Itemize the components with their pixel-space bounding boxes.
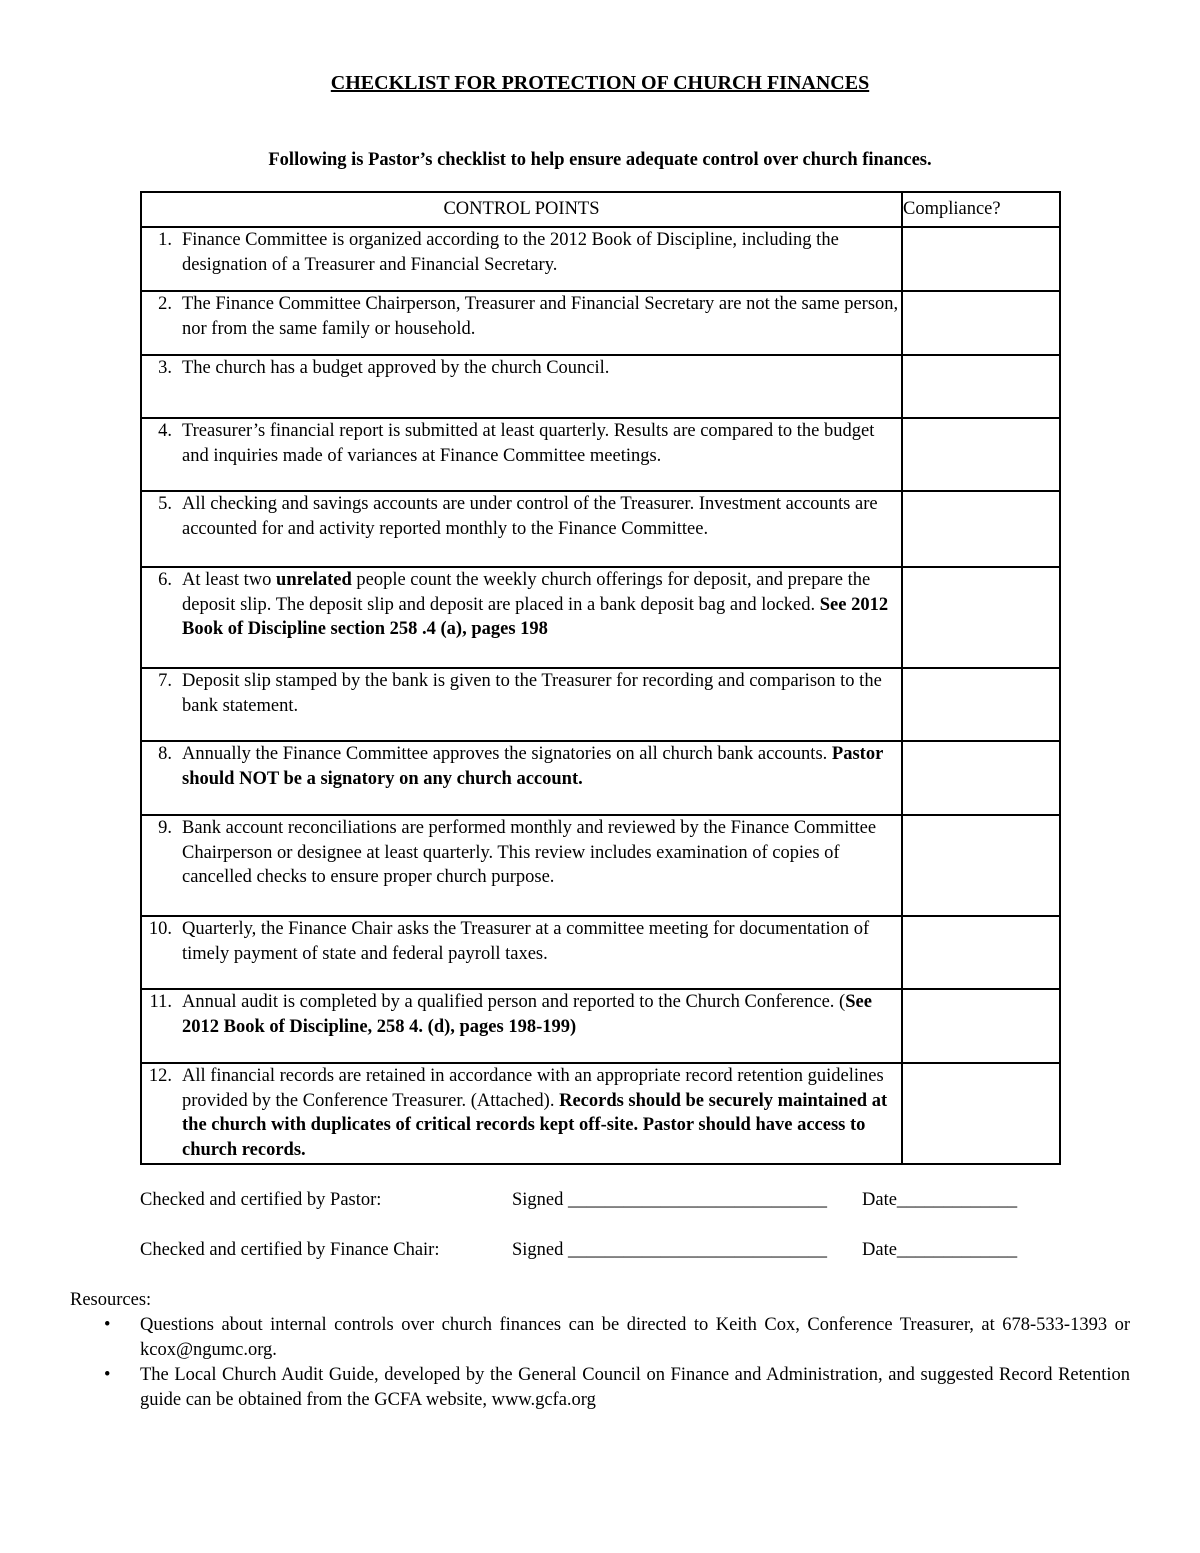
compliance-cell[interactable] [902, 227, 1060, 291]
text-segment: At least two [182, 570, 277, 590]
control-point-text [182, 492, 901, 541]
control-point-cell [141, 989, 902, 1063]
control-point-text [182, 292, 901, 341]
control-point-cell [141, 291, 902, 355]
table-row [141, 227, 1060, 291]
table-row [141, 418, 1060, 491]
control-point-text [182, 990, 901, 1039]
control-point-text [182, 419, 901, 468]
control-point-cell [141, 668, 902, 741]
bold-text: unrelated [276, 570, 352, 590]
control-point-number: 6. [158, 570, 172, 590]
table-row [141, 355, 1060, 418]
checklist-table [140, 191, 1061, 1165]
resources-list [70, 1313, 1130, 1413]
page-subtitle: Following is Pastor’s checklist to help ensure adequate control over church finances. [268, 150, 932, 170]
control-point-text [182, 568, 901, 642]
control-point-cell [141, 916, 902, 989]
control-point-text [182, 228, 901, 277]
compliance-header: Compliance? [902, 192, 1060, 227]
text-segment: The Finance Committee Chairperson, Treasurer and Financial Secretary are not the same person, nor from the same family or household. [182, 294, 899, 339]
table-row [141, 916, 1060, 989]
bold-text: See 2012 Book of Discipline, 258 4. (d), pages 198-199) [182, 992, 872, 1037]
resources-heading: Resources: [70, 1290, 152, 1310]
text-segment: people count the weekly church offerings for deposit, and prepare the deposit slip. The deposit slip and deposit are placed in a bank deposit bag and locked. [182, 570, 871, 615]
control-point-text [182, 1064, 901, 1162]
control-point-number: 3. [158, 358, 172, 378]
text-segment: All checking and savings accounts are under control of the Treasurer. Investment accounts are accounted for and activity reported monthly to the Finance Committee. [182, 494, 878, 539]
text-segment: Bank account reconciliations are performed monthly and reviewed by the Finance Committee Chairperson or designee at least quarterly. This review includes examination of copies of cancelled checks to ensure proper church purpose. [182, 818, 877, 887]
control-point-cell [141, 1063, 902, 1164]
compliance-cell[interactable] [902, 418, 1060, 491]
table-row [141, 668, 1060, 741]
control-point-cell [141, 567, 902, 668]
table-row [141, 815, 1060, 916]
control-point-number: 8. [158, 744, 172, 764]
text-segment: Finance Committee is organized according to the 2012 Book of Discipline, including the designation of a Treasurer and Financial Secretary. [182, 230, 839, 275]
text-segment: Deposit slip stamped by the bank is given to the Treasurer for recording and comparison to the bank statement. [182, 671, 882, 716]
page-title: CHECKLIST FOR PROTECTION OF CHURCH FINANCES [330, 72, 870, 94]
text-segment: Treasurer’s financial report is submitted at least quarterly. Results are compared to the budget and inquiries made of variances at Finance Committee meetings. [182, 421, 875, 466]
control-point-text [182, 917, 901, 966]
table-row [141, 989, 1060, 1063]
pastor-cert-label: Checked and certified by Pastor: [140, 1190, 382, 1210]
bullet-icon: • [104, 1315, 111, 1335]
resources-section [70, 1290, 1130, 1413]
compliance-cell[interactable] [902, 567, 1060, 668]
control-point-number: 5. [158, 494, 172, 514]
bullet-icon: • [104, 1365, 111, 1385]
finance-chair-signature-line[interactable]: Signed ____________________________ [512, 1240, 828, 1260]
control-point-number: 11. [149, 992, 172, 1012]
control-point-number: 9. [158, 818, 172, 838]
table-header-row [141, 192, 1060, 227]
text-segment: The church has a budget approved by the church Council. [182, 358, 610, 378]
text-segment: Annually the Finance Committee approves the signatories on all church bank accounts. [182, 744, 832, 764]
text-segment: Annual audit is completed by a qualified person and reported to the Church Conference. ( [182, 992, 846, 1012]
text-segment: Quarterly, the Finance Chair asks the Treasurer at a committee meeting for documentation of timely payment of state and federal payroll taxes. [182, 919, 870, 964]
control-point-number: 2. [158, 294, 172, 314]
checklist-body [141, 227, 1060, 1164]
table-row [141, 567, 1060, 668]
control-point-cell [141, 741, 902, 815]
resource-item [70, 1313, 1130, 1363]
control-point-cell [141, 355, 902, 418]
control-point-number: 7. [158, 671, 172, 691]
table-row [141, 1063, 1060, 1164]
control-point-number: 1. [158, 230, 172, 250]
bold-text: See 2012 Book of Discipline section 258 .4 (a), pages 198 [182, 594, 889, 639]
finance-chair-cert-label: Checked and certified by Finance Chair: [140, 1240, 440, 1260]
compliance-cell[interactable] [902, 291, 1060, 355]
compliance-cell[interactable] [902, 355, 1060, 418]
compliance-cell[interactable] [902, 916, 1060, 989]
control-point-number: 4. [158, 421, 172, 441]
table-row [141, 741, 1060, 815]
compliance-cell[interactable] [902, 668, 1060, 741]
control-point-number: 12. [148, 1066, 172, 1086]
control-point-cell [141, 227, 902, 291]
control-points-header: CONTROL POINTS [141, 192, 902, 227]
compliance-cell[interactable] [902, 815, 1060, 916]
control-point-text [182, 356, 901, 381]
bold-text: Records should be securely maintained at the church with duplicates of critical records kept off-site. Pastor should have access to church records. [182, 1090, 888, 1160]
resource-item [70, 1363, 1130, 1413]
finance-chair-date-line[interactable]: Date_____________ [862, 1240, 1018, 1260]
table-row [141, 491, 1060, 567]
resource-text: Questions about internal controls over church finances can be directed to Keith Cox, Conference Treasurer, at 678-533-1393 or kcox@ngumc.org. [140, 1315, 1130, 1360]
table-row [141, 291, 1060, 355]
compliance-cell[interactable] [902, 741, 1060, 815]
control-point-cell [141, 815, 902, 916]
control-point-text [182, 669, 901, 718]
resource-text: The Local Church Audit Guide, developed by the General Council on Finance and Administration, and suggested Record Retention guide can be obtained from the GCFA website, www.gcfa.org [140, 1365, 1130, 1410]
pastor-signature-line[interactable]: Signed ____________________________ [512, 1190, 828, 1210]
control-point-cell [141, 491, 902, 567]
pastor-date-line[interactable]: Date_____________ [862, 1190, 1018, 1210]
control-point-text [182, 742, 901, 791]
bold-text: Pastor should NOT be a signatory on any church account. [182, 744, 883, 789]
text-segment: All financial records are retained in accordance with an appropriate record retention guidelines provided by the Conference Treasurer. (Attached). [182, 1066, 884, 1111]
compliance-cell[interactable] [902, 1063, 1060, 1164]
control-point-number: 10. [148, 919, 172, 939]
compliance-cell[interactable] [902, 989, 1060, 1063]
control-point-cell [141, 418, 902, 491]
compliance-cell[interactable] [902, 491, 1060, 567]
control-point-text [182, 816, 901, 890]
